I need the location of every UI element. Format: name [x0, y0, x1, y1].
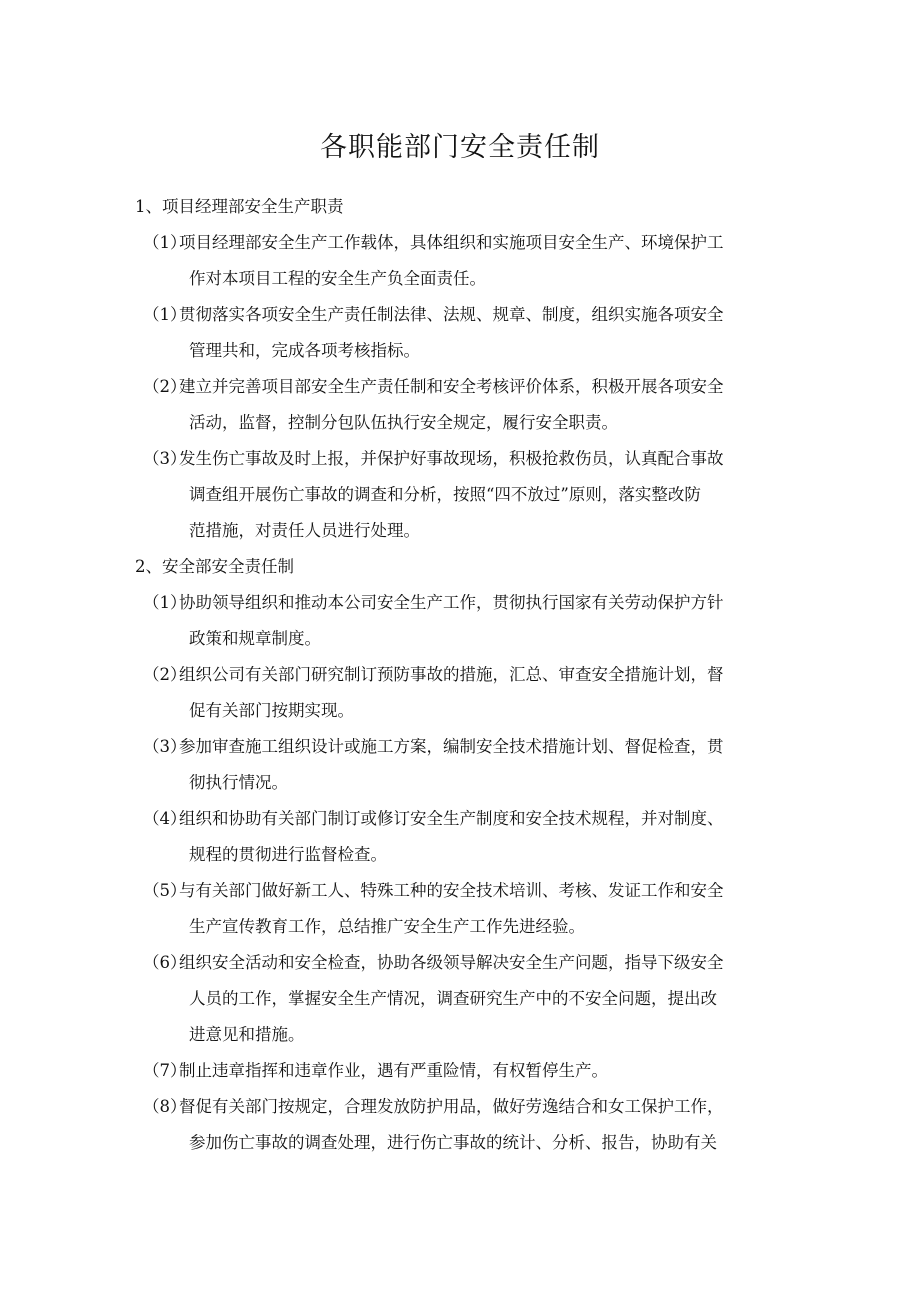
item-text-line: 项目经理部安全生产工作载体，具体组织和实施项目安全生产、环境保护工 — [179, 233, 724, 252]
item-text — [179, 1053, 803, 1089]
item-text-line: 人员的工作，掌握安全生产情况，调查研究生产中的不安全问题，提出改 — [189, 989, 717, 1008]
item-text-line: 政策和规章制度。 — [189, 629, 321, 648]
item-text — [179, 297, 803, 369]
list-item — [143, 1053, 803, 1089]
list-item — [143, 369, 803, 441]
item-number: （1） — [143, 593, 187, 612]
item-number: （1） — [143, 233, 187, 252]
list-item — [143, 657, 803, 729]
item-text-line: 管理共和，完成各项考核指标。 — [189, 341, 420, 360]
item-number: （3） — [143, 737, 187, 756]
section-heading: 1、项目经理部安全生产职责 — [135, 197, 344, 216]
document-body — [0, 189, 920, 1161]
section-heading: 2、安全部安全责任制 — [135, 557, 294, 576]
item-text — [179, 369, 803, 441]
item-text-line: 作对本项目工程的安全生产负全面责任。 — [189, 269, 486, 288]
item-text-line: 调查组开展伤亡事故的调查和分析，按照“四不放过”原则，落实整改防 — [189, 485, 701, 504]
item-text-line: 彻执行情况。 — [189, 773, 288, 792]
item-text-line: 进意见和措施。 — [189, 1025, 305, 1044]
item-number: （5） — [143, 881, 187, 900]
item-text-line: 参加审查施工组织设计或施工方案，编制安全技术措施计划、督促检查，贯 — [179, 737, 724, 756]
item-number: （4） — [143, 809, 187, 828]
item-text-line: 参加伤亡事故的调查处理，进行伤亡事故的统计、分析、报告，协助有关 — [189, 1133, 717, 1152]
item-text-line: 与有关部门做好新工人、特殊工种的安全技术培训、考核、发证工作和安全 — [179, 881, 724, 900]
item-text — [179, 945, 803, 1053]
item-text-line: 促有关部门按期实现。 — [189, 701, 354, 720]
item-number: （8） — [143, 1097, 187, 1116]
item-text — [179, 873, 803, 945]
item-text-line: 活动，监督，控制分包队伍执行安全规定，履行安全职责。 — [189, 413, 618, 432]
item-text-line: 组织和协助有关部门制订或修订安全生产制度和安全技术规程，并对制度、 — [179, 809, 724, 828]
item-text-line: 贯彻落实各项安全生产责任制法律、法规、规章、制度，组织实施各项安全 — [179, 305, 724, 324]
item-text — [179, 585, 803, 657]
item-text-line: 规程的贯彻进行监督检查。 — [189, 845, 387, 864]
item-number: （2） — [143, 377, 187, 396]
list-item — [143, 801, 803, 873]
item-text-line: 建立并完善项目部安全生产责任制和安全考核评价体系，积极开展各项安全 — [179, 377, 724, 396]
list-item — [143, 873, 803, 945]
item-number: （1） — [143, 305, 187, 324]
list-item — [143, 729, 803, 801]
list-item — [143, 441, 803, 549]
item-text-line: 范措施，对责任人员进行处理。 — [189, 521, 420, 540]
item-number: （7） — [143, 1061, 187, 1080]
item-number: （3） — [143, 449, 187, 468]
item-text — [179, 225, 803, 297]
item-text — [179, 1089, 803, 1161]
list-item — [143, 297, 803, 369]
item-text — [179, 729, 803, 801]
item-text-line: 组织公司有关部门研究制订预防事故的措施，汇总、审查安全措施计划，督 — [179, 665, 724, 684]
item-number: （6） — [143, 953, 187, 972]
document-title: 各职能部门安全责任制 — [320, 132, 600, 163]
item-text — [179, 801, 803, 873]
item-number: （2） — [143, 665, 187, 684]
item-text-line: 协助领导组织和推动本公司安全生产工作，贯彻执行国家有关劳动保护方针 — [179, 593, 724, 612]
item-text — [179, 657, 803, 729]
item-text-line: 制止违章指挥和违章作业，遇有严重险情，有权暂停生产。 — [179, 1061, 608, 1080]
item-text-line: 生产宣传教育工作，总结推广安全生产工作先进经验。 — [189, 917, 585, 936]
list-item — [143, 225, 803, 297]
list-item — [143, 1089, 803, 1161]
item-text-line: 发生伤亡事故及时上报，并保护好事故现场，积极抢救伤员，认真配合事故 — [179, 449, 724, 468]
item-text-line: 组织安全活动和安全检查，协助各级领导解决安全生产问题，指导下级安全 — [179, 953, 724, 972]
item-text — [179, 441, 803, 549]
list-item — [143, 585, 803, 657]
item-text-line: 督促有关部门按规定，合理发放防护用品，做好劳逸结合和女工保护工作， — [179, 1097, 724, 1116]
list-item — [143, 945, 803, 1053]
